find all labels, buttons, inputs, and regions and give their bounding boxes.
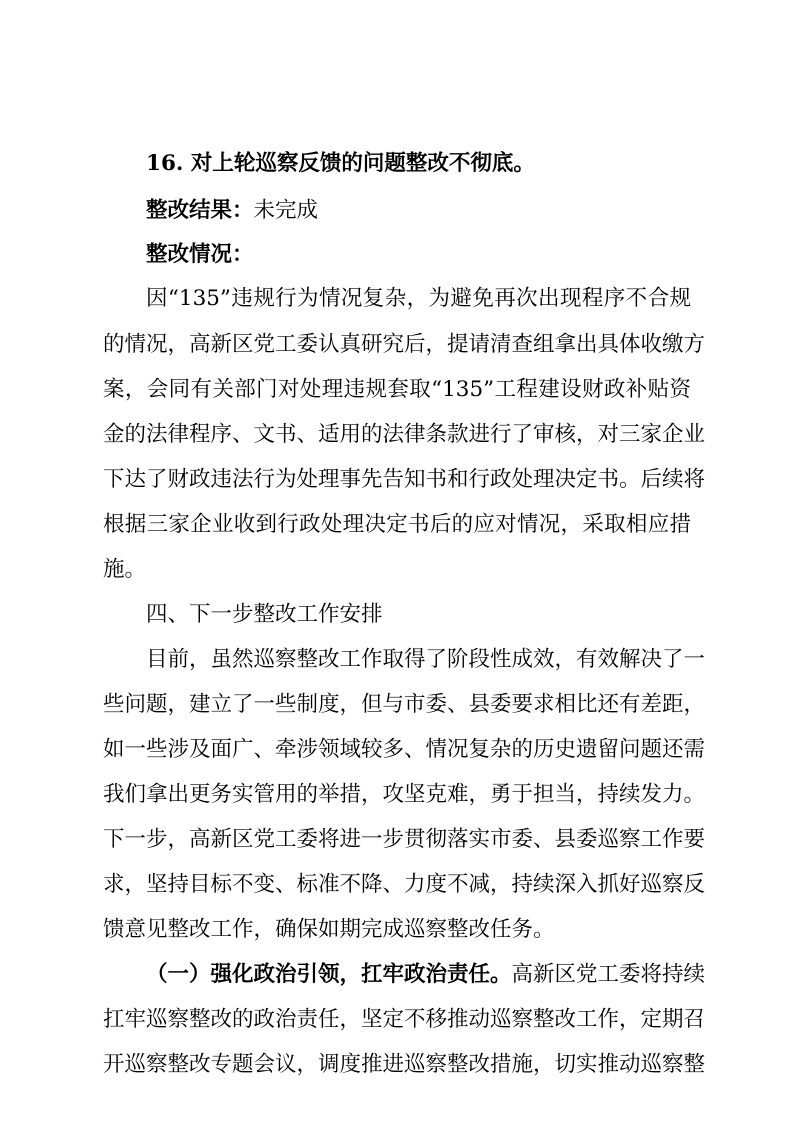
paragraph-1-line: 的情况，高新区党工委认真研究后，提请清查组拿出具体收缴方 <box>103 332 706 357</box>
paragraph-2-line: 求，坚持目标不变、标准不降、力度不减，持续深入抓好巡察反 <box>103 872 706 897</box>
paragraph-1-line: 因“135”违规行为情况复杂，为避免再次出现程序不合规 <box>146 286 691 311</box>
paragraph-2-line: 我们拿出更务实管用的举措，攻坚克难，勇于担当，持续发力。 <box>103 782 706 807</box>
subsection-1-heading: （一）强化政治引领，扛牢政治责任。 <box>146 962 512 987</box>
paragraph-3-line: 开巡察整改专题会议，调度推进巡察整改措施，切实推动巡察整 <box>103 1052 706 1077</box>
paragraph-2-line: 如一些涉及面广、牵涉领域较多、情况复杂的历史遗留问题还需 <box>103 737 706 762</box>
result-row <box>146 197 734 225</box>
paragraph-1-line: 根据三家企业收到行政处理决定书后的应对情况，采取相应措 <box>103 512 691 537</box>
paragraph-1-line: 施。 <box>103 557 147 582</box>
paragraph-3-lead-text: 高新区党工委将持续 <box>511 962 706 987</box>
paragraph-3-line: 扛牢巡察整改的政治责任，坚定不移推动巡察整改工作，定期召 <box>103 1007 706 1032</box>
result-value: 未完成 <box>253 198 319 223</box>
paragraph-1-line: 下达了财政违法行为处理事先告知书和行政处理决定书。后续将 <box>103 467 706 492</box>
paragraph-2-line: 目前，虽然巡察整改工作取得了阶段性成效，有效解决了一 <box>146 647 706 672</box>
status-label: 整改情况： <box>146 242 254 267</box>
paragraph-2-line: 些问题，建立了一些制度，但与市委、县委要求相比还有差距， <box>103 692 706 717</box>
paragraph-2-line: 馈意见整改工作，确保如期完成巡察整改任务。 <box>103 917 555 942</box>
paragraph-3-first-line <box>146 961 706 989</box>
item-16-title: 16. 对上轮巡察反馈的问题整改不彻底。 <box>146 151 535 176</box>
paragraph-1-line: 金的法律程序、文书、适用的法律条款进行了审核，对三家企业 <box>103 422 706 447</box>
paragraph-1-line: 案，会同有关部门对处理违规套取“135”工程建设财政补贴资 <box>103 377 691 402</box>
result-label: 整改结果： <box>146 198 254 223</box>
section-4-heading: 四、下一步整改工作安排 <box>146 602 383 627</box>
paragraph-2-line: 下一步，高新区党工委将进一步贯彻落实市委、县委巡察工作要 <box>103 827 706 852</box>
